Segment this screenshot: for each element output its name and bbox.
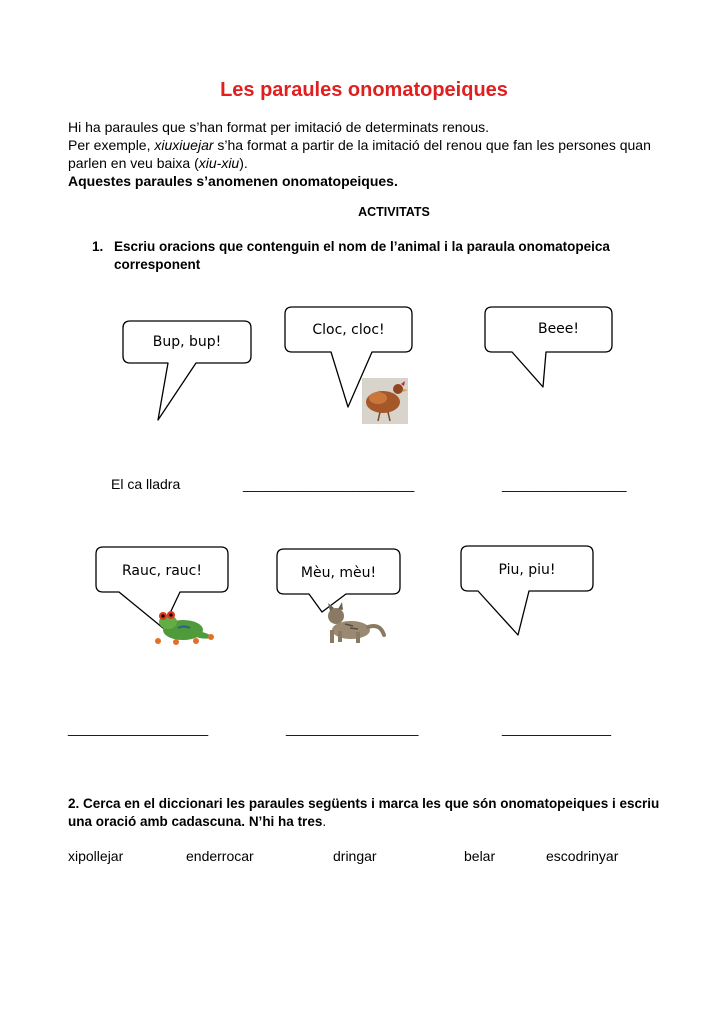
question-1-text: Escriu oracions que contenguin el nom de l’animal i la paraula onomatopeica corresponent: [114, 239, 610, 272]
answer-row1-3[interactable]: ________________: [502, 476, 627, 492]
intro-line-3: Aquestes paraules s’anomenen onomatopeiques.: [68, 173, 398, 189]
bubble-text-cloc: Cloc, cloc!: [312, 322, 385, 338]
bubble-text-beee: Beee!: [537, 321, 580, 337]
intro-line-1: Hi ha paraules que s’han format per imitació de determinats renous.: [68, 119, 489, 135]
bubble-text-bup: Bup, bup!: [152, 334, 222, 350]
answer-row2-3[interactable]: ______________: [502, 720, 612, 736]
word-xipollejar: xipollejar: [68, 848, 124, 864]
answer-row1-2[interactable]: ______________________: [243, 476, 415, 492]
question-2-text: 2. Cerca en el diccionari les paraules següents i marca les que són onomatopeiques i escriu una oració amb cadascuna. N’hi ha tres: [68, 796, 660, 829]
question-1-number: 1.: [92, 239, 104, 254]
speech-bubble-6: [461, 546, 593, 635]
frog-icon: [155, 611, 214, 645]
word-escodrinyar: escodrinyar: [546, 848, 619, 864]
activities-heading: ACTIVITATS: [358, 205, 430, 219]
answer-row1-1: El ca lladra: [111, 476, 181, 492]
word-belar: belar: [464, 848, 496, 864]
answer-row2-2[interactable]: _________________: [286, 720, 419, 736]
bubble-text-meu: Mèu, mèu!: [300, 565, 377, 581]
bubble-text-rauc: Rauc, rauc!: [122, 563, 202, 579]
kitten-icon: [328, 602, 384, 643]
question-2-end: .: [322, 814, 327, 829]
bubble-text-piu: Piu, piu!: [498, 562, 556, 578]
intro-line-2: Per exemple, xiuxiuejar s’ha format a partir de la imitació del renou que fan les persones quan parlen en veu baixa (xiu-xiu).: [68, 137, 651, 171]
word-enderrocar: enderrocar: [186, 848, 254, 864]
word-dringar: dringar: [333, 848, 377, 864]
page-title: Les paraules onomatopeiques: [220, 79, 508, 101]
answer-row2-1[interactable]: __________________: [68, 720, 209, 736]
speech-bubble-3: [485, 307, 612, 387]
question-2: [68, 795, 668, 831]
hen-icon: [362, 378, 408, 424]
